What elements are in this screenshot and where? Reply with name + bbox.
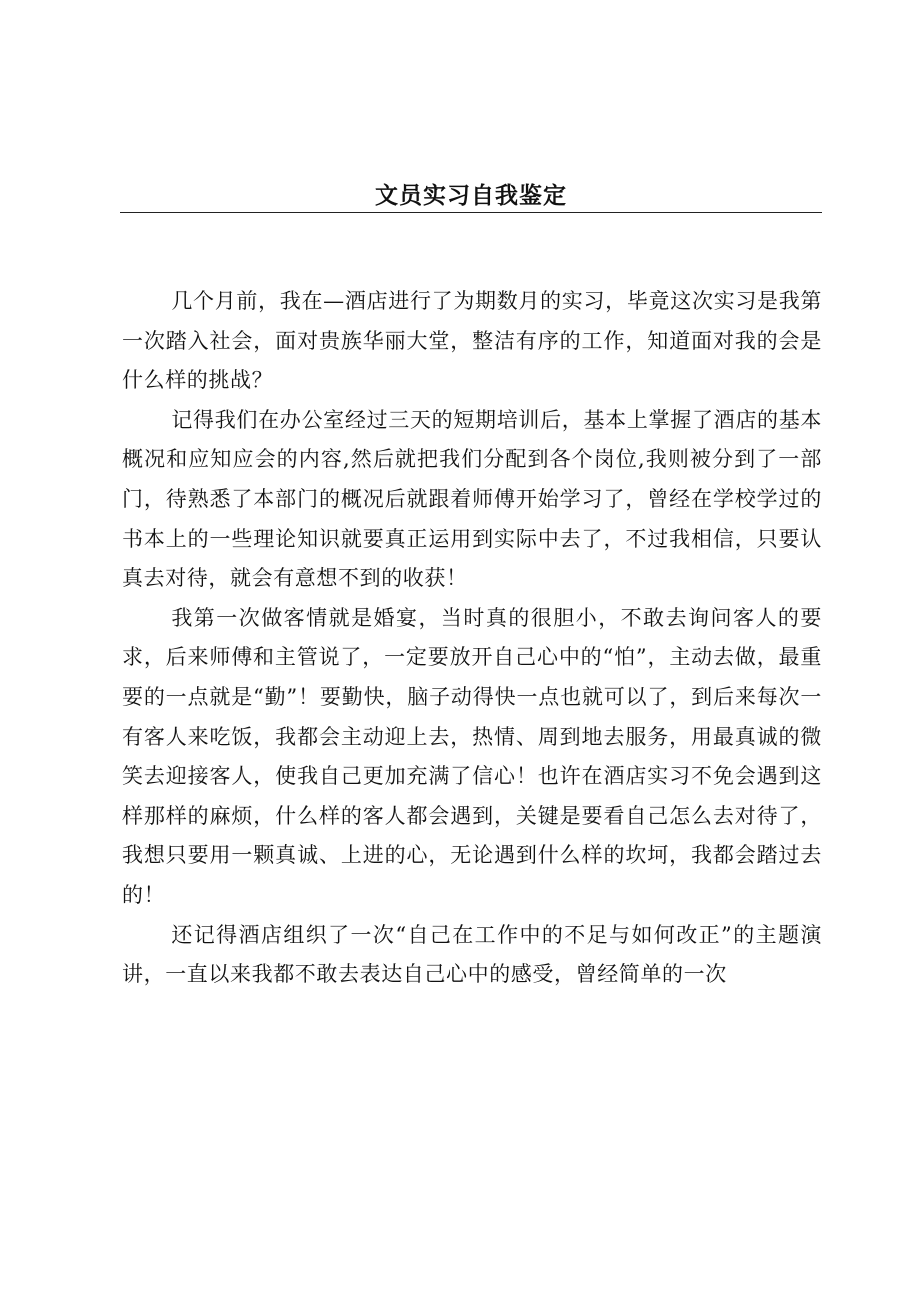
document-body <box>122 282 822 995</box>
document-title: 文员实习自我鉴定 <box>375 183 567 209</box>
paragraph-3: 我第一次做客情就是婚宴，当时真的很胆小，不敢去询问客人的要求，后来师傅和主管说了，一定要放开自己心中的“怕”，主动去做，最重要的一点就是“勤”！要勤快，脑子动得快一点也就可以了，到后来每次一有客人来吃饭，我都会主动迎上去，热情、周到地去服务，用最真诚的微笑去迎接客人，使我自己更加充满了信心！也许在酒店实习不免会遇到这样那样的麻烦，什么样的客人都会遇到，关键是要看自己怎么去对待了，我想只要用一颗真诚、上进的心，无论遇到什么样的坎坷，我都会踏过去的！ <box>122 605 822 907</box>
paragraph-2: 记得我们在办公室经过三天的短期培训后，基本上掌握了酒店的基本概况和应知应会的内容,然后就把我们分配到各个岗位,我则被分到了一部门，待熟悉了本部门的概况后就跟着师傅开始学习了，曾经在学校学过的书本上的一些理论知识就要真正运用到实际中去了，不过我相信，只要认真去对待，就会有意想不到的收获！ <box>122 407 822 591</box>
title-underline <box>120 212 822 213</box>
paragraph-4: 还记得酒店组织了一次“自己在工作中的不足与如何改正”的主题演讲，一直以来我都不敢去表达自己心中的感受，曾经简单的一次 <box>122 922 822 987</box>
paragraph-1: 几个月前，我在—酒店进行了为期数月的实习，毕竟这次实习是我第一次踏入社会，面对贵族华丽大堂，整洁有序的工作，知道面对我的会是什么样的挑战？ <box>122 289 822 393</box>
